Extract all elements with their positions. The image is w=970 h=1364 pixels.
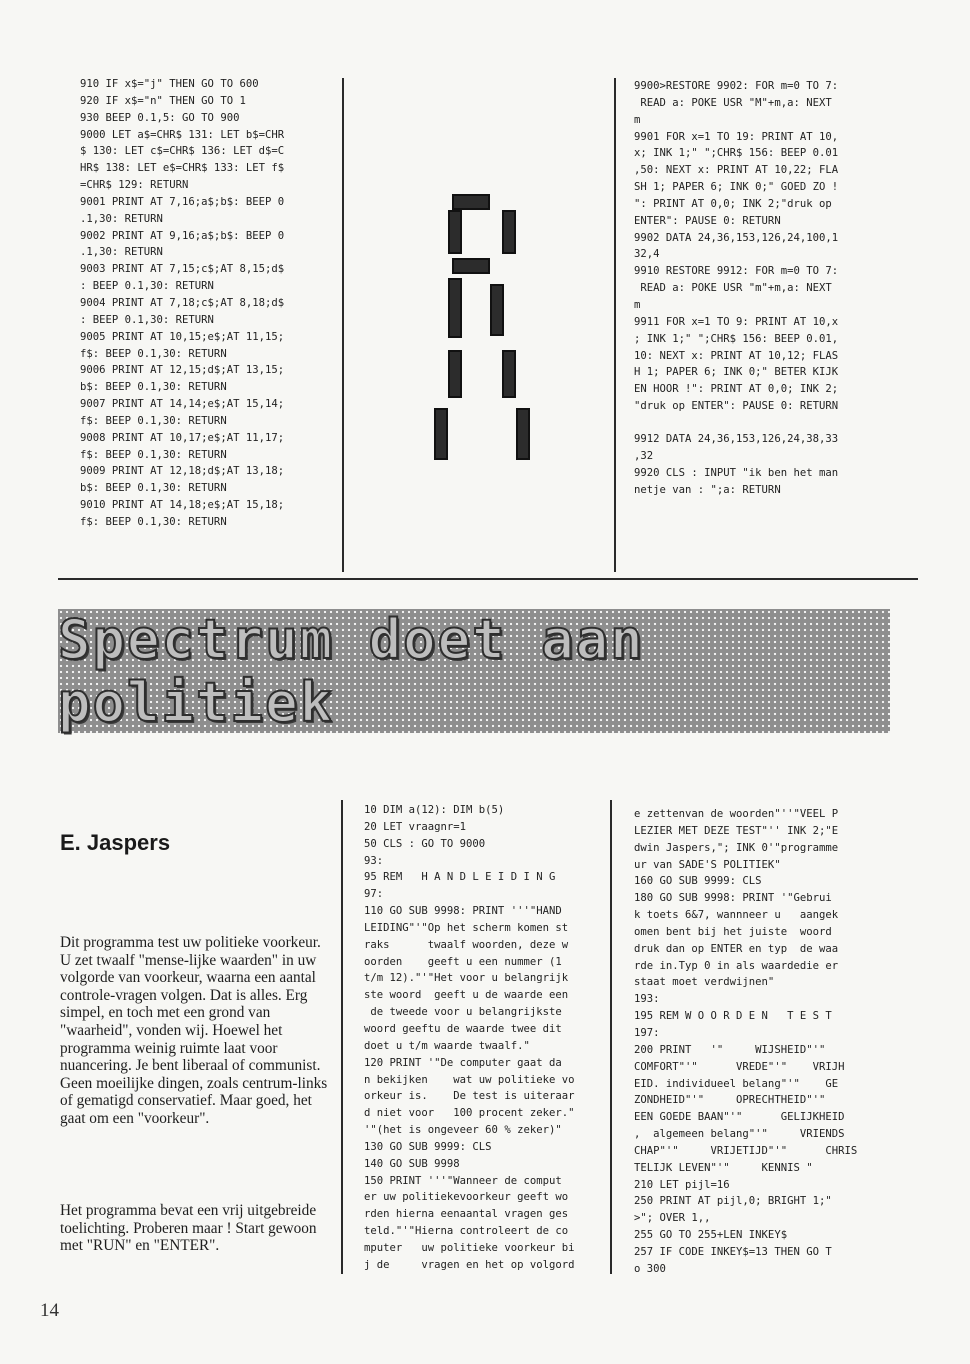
code-listing-bottom-middle: 10 DIM a(12): DIM b(5) 20 LET vraagnr=1 50 CLS : GO TO 9000 93: 95 REM H A N D L E I D I N G 97: 110 GO SUB 9998: PRINT '''"HAND LEIDING"'"Op het scherm komen st raks twaalf woorden, deze w oorden geeft u een nummer (1 t/m 12)."'"Het voor u belangrijk ste woord geeft u de waarde een de tweede voor u belangrijkste woord geeftu de waarde twee dit doet u t/m waarde twaalf." 120 PRINT '"De computer gaat da n bekijken wat uw politieke vo orkeur is. De test is uiteraar d niet voor 100 procent zeker." '"(het is ongeveer 60 % zeker)" 130 GO SUB 9999: CLS 140 GO SUB 9998 150 PRINT '''"Wanneer de comput er uw politiekevoorkeur geeft wo rden hierna eenaantal vragen ges teld."'"Hierna controleert de co mputer uw politieke voorkeur bi j de vragen en het op volgord bbox=[364, 804, 575, 1271]
column-rule-bottom-mid bbox=[610, 800, 612, 1274]
column-rule-top-right bbox=[614, 78, 616, 572]
article-title: Spectrum doet aan politiek bbox=[58, 608, 645, 734]
intro-paragraph: Dit programma test uw politieke voorkeur. U zet twaalf "mense-lijke waarden" in uw volgorde van voorkeur, waarna een aantal controle-vragen volgen. Dat is alles. Erg simpel, en toch met een grond van "waarheid", vonden wij. Hoewel het programma weinig ruimte laat voor nuancering. Je bent liberaal of communist. Geen moeilijke dingen, zoals centrum-links of gematigd conservatief. Maar goed, het gaat om een "voorkeur". bbox=[60, 934, 328, 1127]
figure-right-arm-upper bbox=[502, 210, 516, 254]
code-listing-top-right-data: 9912 DATA 24,36,153,126,24,38,33 ,32 9920 CLS : INPUT "ik ben het man netje van : ";a: RETURN bbox=[634, 433, 839, 496]
figure-right-leg-upper bbox=[502, 350, 516, 398]
figure-left-arm-upper bbox=[448, 210, 462, 254]
figure-left-body bbox=[448, 278, 462, 338]
column-rule-top-left bbox=[342, 78, 344, 572]
figure-right-body bbox=[490, 284, 504, 336]
title-banner bbox=[58, 609, 890, 733]
author-name: E. Jaspers bbox=[60, 830, 171, 855]
figure-right-leg-lower bbox=[516, 408, 530, 460]
column-rule-bottom-left bbox=[341, 800, 343, 1274]
intro-paragraph-2: Het programma bevat een vrij uitgebreide toelichting. Proberen maar ! Start gewoon met "RUN" en "ENTER". bbox=[60, 1202, 317, 1255]
section-rule bbox=[58, 578, 918, 580]
figure-left-leg-lower bbox=[434, 408, 448, 460]
figure-head-segment bbox=[452, 194, 490, 210]
code-listing-top-right: 9900>RESTORE 9902: FOR m=0 TO 7: READ a: POKE USR "M"+m,a: NEXT m 9901 FOR x=1 TO 19: PRINT AT 10, x; INK 1;" ";CHR$ 156: BEEP 0.01 ,50: NEXT x: PRINT AT 10,22; FLA SH 1; PAPER 6; INK 0;" GOED ZO ! ": PRINT AT 0,0; INK 2;"druk op ENTER": PAUSE 0: RETURN 9902 DATA 24,36,153,126,24,100,1 32,4 9910 RESTORE 9912: FOR m=0 TO 7: READ a: POKE USR "m"+m,a: NEXT m 9911 FOR x=1 TO 9: PRINT AT 10,x ; INK 1;" ";CHR$ 156: BEEP 0.01, 10: NEXT x: PRINT AT 10,12; FLAS H 1; PAPER 6; INK 0;" BETER KIJK EN HOOR !": PRINT AT 0,0; INK 2; "druk op ENTER": PAUSE 0: RETURN bbox=[634, 80, 839, 413]
figure-left-leg-upper bbox=[448, 350, 462, 398]
code-listing-bottom-right: e zettenvan de woorden"''"VEEL P LEZIER MET DEZE TEST"'' INK 2;"E dwin Jaspers,"; INK 0'"programme ur van SADE'S POLITIEK" 160 GO SUB 9999: CLS 180 GO SUB 9998: PRINT '"Gebrui k toets 6&7, wannneer u aangek omen bent bij het juiste woord druk dan op ENTER en typ de waa rde in.Typ 0 in als waardedie er staat moet verdwijnen" 193: 195 REM W O O R D E N T E S T 197: 200 PRINT '" WIJSHEID"'" COMFORT"'" VREDE"'" VRIJH EID. individueel belang"'" GE ZONDHEID"'" OPRECHTHEID"'" EEN GOEDE BAAN"'" GELIJKHEID , algemeen belang"'" VRIENDS CHAP"'" VRIJETIJD"'" CHRIS TELIJK LEVEN"'" KENNIS " 210 LET pijl=16 250 PRINT AT pijl,0; BRIGHT 1;" >"; OVER 1,, 255 GO TO 255+LEN INKEY$ 257 IF CODE INKEY$=13 THEN GO T o 300 bbox=[634, 808, 858, 1275]
code-listing-top-left: 910 IF x$="j" THEN GO TO 600 920 IF x$="n" THEN GO TO 1 930 BEEP 0.1,5: GO TO 900 9000 LET a$=CHR$ 131: LET b$=CHR $ 130: LET c$=CHR$ 136: LET d$=C HR$ 138: LET e$=CHR$ 133: LET f$ =CHR$ 129: RETURN 9001 PRINT AT 7,16;a$;b$: BEEP 0 .1,30: RETURN 9002 PRINT AT 9,16;a$;b$: BEEP 0 .1,30: RETURN 9003 PRINT AT 7,15;c$;AT 8,15;d$ : BEEP 0.1,30: RETURN 9004 PRINT AT 7,18;c$;AT 8,18;d$ : BEEP 0.1,30: RETURN 9005 PRINT AT 10,15;e$;AT 11,15; f$: BEEP 0.1,30: RETURN 9006 PRINT AT 12,15;d$;AT 13,15; b$: BEEP 0.1,30: RETURN 9007 PRINT AT 14,14;e$;AT 15,14; f$: BEEP 0.1,30: RETURN 9008 PRINT AT 10,17;e$;AT 11,17; f$: BEEP 0.1,30: RETURN 9009 PRINT AT 12,18;d$;AT 13,18; b$: BEEP 0.1,30: RETURN 9010 PRINT AT 14,18;e$;AT 15,18; f$: BEEP 0.1,30: RETURN bbox=[80, 78, 285, 528]
page-number: 14 bbox=[40, 1300, 59, 1321]
figure-shoulders-segment bbox=[452, 258, 490, 274]
